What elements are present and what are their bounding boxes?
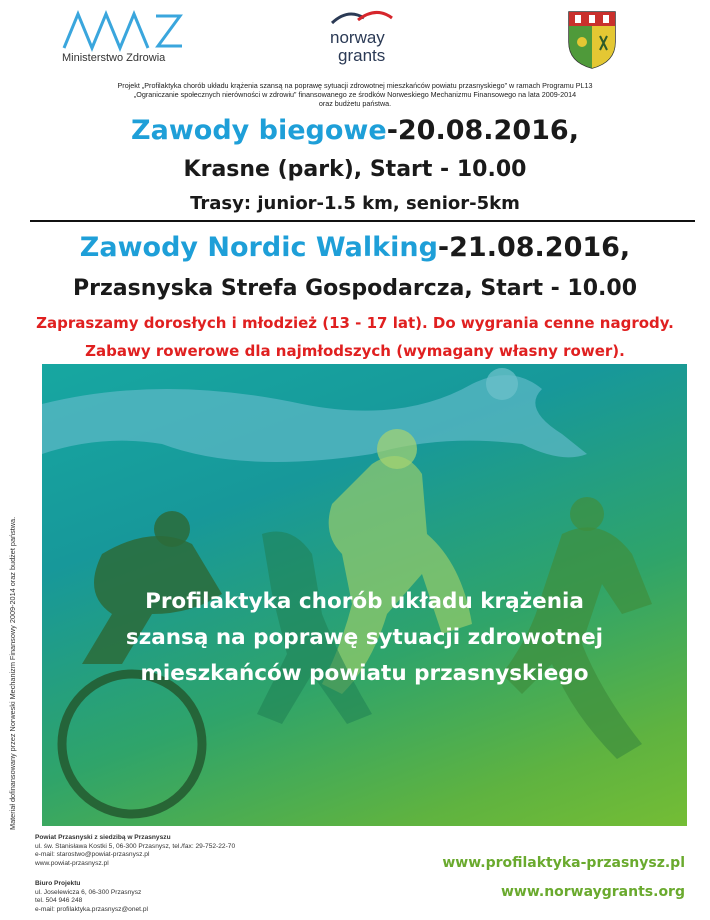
norway-grants-line2: grants <box>338 46 386 65</box>
ministry-logo <box>60 8 190 68</box>
footer-office <box>35 834 235 868</box>
ministry-logo-mark <box>60 8 190 52</box>
project-info-line-2: „Ograniczanie społecznych nierówności w zdrowiu” finansowanego ze środków Norweskiego Mechanizmu Finansowego na lata 2009-2014 <box>133 90 577 99</box>
url-profilaktyka[interactable]: www.profilaktyka-przasnysz.pl <box>442 855 685 871</box>
project-info-line-1: Projekt „Profilaktyka chorób układu krążenia szansą na poprawę sytuacji zdrowotnej mieszkańców powiatu przasnyskiego” w ramach Programu PL13 <box>117 81 593 90</box>
event1-routes: Trasy: junior-1.5 km, senior-5km <box>190 193 520 214</box>
event2-heading <box>0 232 710 263</box>
footer-project-office <box>35 880 148 914</box>
event1-date: -20.08.2016, <box>386 115 579 146</box>
event1-heading <box>0 115 710 146</box>
event1-place: Krasne (park), Start - 10.00 <box>183 157 527 182</box>
invitation-line-2: Zabawy rowerowe dla najmłodszych (wymagany własny rower). <box>85 342 625 360</box>
norway-grants-line1: norway <box>330 28 385 47</box>
office-email[interactable]: e-mail: starostwo@powiat-przasnysz.pl <box>35 851 150 859</box>
invitation-line-1: Zapraszamy dorosłych i młodzież (13 - 17 lat). Do wygrania cenne nagrody. <box>36 314 674 332</box>
event1-name: Zawody biegowe <box>131 115 387 146</box>
event2-place: Przasnyska Strefa Gospodarcza, Start - 10.00 <box>72 276 638 301</box>
ministry-name: Ministerstwo Zdrowia <box>62 52 166 64</box>
office-address: ul. św. Stanisława Kostki 5, 06-300 Przasnysz, tel./fax: 29-752-22-70 <box>35 842 236 850</box>
office-name: Powiat Przasnyski z siedzibą w Przasnyszu <box>35 834 171 841</box>
banner-line-3: mieszkańców powiatu przasnyskiego <box>140 661 589 686</box>
project-office-phone: tel. 504 946 248 <box>35 897 83 905</box>
banner-line-1: Profilaktyka chorób układu krążenia <box>145 589 584 614</box>
project-office-email[interactable]: e-mail: profilaktyka.przasnysz@onet.pl <box>35 905 148 913</box>
norway-grants-logo <box>318 8 413 68</box>
divider <box>30 220 695 222</box>
url-norwaygrants[interactable]: www.norwaygrants.org <box>500 884 685 900</box>
norway-grants-swoosh-icon <box>318 8 413 28</box>
banner-title <box>42 584 687 692</box>
county-crest-logo <box>565 8 619 70</box>
banner-line-2: szansą na poprawę sytuacji zdrowotnej <box>125 625 604 650</box>
banner <box>42 364 687 826</box>
event2-date: -21.08.2016, <box>437 232 631 263</box>
funding-side-note: Materiał dofinansowany przez Norweski Mechanizm Finansowy 2009-2014 oraz budżet państwa. <box>8 516 17 830</box>
project-office-address: ul. Joselewicza 6, 06-300 Przasnysz <box>35 888 142 896</box>
office-website[interactable]: www.powiat-przasnysz.pl <box>35 859 109 867</box>
event2-name: Zawody Nordic Walking <box>79 232 438 263</box>
project-office-title: Biuro Projektu <box>35 880 81 887</box>
crest-icon <box>565 8 619 70</box>
project-info-line-3: oraz budżetu państwa. <box>318 99 392 108</box>
